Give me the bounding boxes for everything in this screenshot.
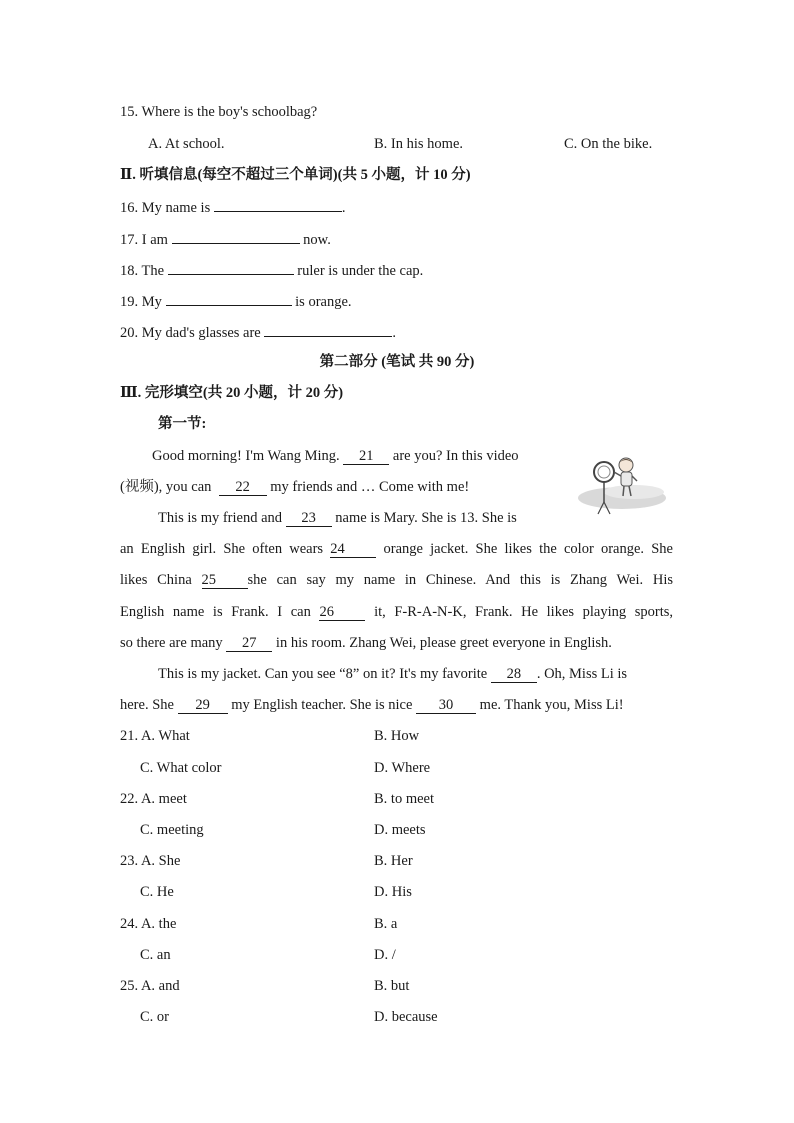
item-19-blank[interactable] [166, 290, 292, 306]
q15-option-c: C. On the bike. [564, 136, 653, 152]
choice-24-d[interactable]: D. / [374, 947, 396, 963]
part-2-title: 第二部分 (笔试 共 90 分) [319, 354, 475, 370]
choice-25-a[interactable]: 25. A. and [120, 978, 180, 994]
section-2-title: Ⅱ. 听填信息(每空不超过三个单词)(共 5 小题，计 10 分) [120, 167, 471, 183]
boy-body [621, 472, 632, 486]
section-3-title: Ⅲ. 完形填空(共 20 小题，计 20 分) [120, 385, 344, 401]
ring-light-inner [598, 466, 610, 478]
blank-27[interactable]: 27 [226, 635, 272, 652]
boy-leg-left [623, 486, 624, 496]
blank-23[interactable]: 23 [286, 510, 332, 527]
passage-text: name is Mary. She is 13. She is [335, 510, 517, 526]
passage-text: are you? In this video [392, 448, 519, 464]
choice-23-b[interactable]: B. Her [374, 853, 413, 869]
passage-text: an English girl. She often wears [120, 541, 324, 557]
passage-text: in his room. Zhang Wei, please greet everyone in English. [275, 635, 612, 651]
choice-22-b[interactable]: B. to meet [374, 791, 435, 807]
passage-text: my friends and … Come with me! [270, 479, 470, 495]
item-16 [120, 196, 345, 218]
passage-line-5 [120, 570, 673, 590]
item-18-blank[interactable] [168, 259, 294, 275]
passage-text: likes China [120, 572, 192, 588]
q15-option-a: A. At school. [148, 136, 225, 152]
item-19-after: is orange. [295, 294, 352, 310]
ground-wing-shape [604, 485, 664, 499]
item-20-text: 20. My dad's glasses are [120, 325, 261, 341]
item-19-text: 19. My [120, 294, 162, 310]
item-18-text: 18. The [120, 263, 165, 279]
choice-23-c[interactable]: C. He [140, 884, 174, 900]
choice-25-d[interactable]: D. because [374, 1009, 438, 1025]
item-18 [120, 259, 423, 281]
choice-23-d[interactable]: D. His [374, 884, 412, 900]
passage-text: . Oh, Miss Li is [536, 666, 628, 682]
item-16-after: . [341, 200, 346, 216]
blank-21[interactable]: 21 [343, 448, 389, 465]
passage-line-8 [158, 664, 627, 684]
item-17-after: now. [303, 232, 331, 248]
choice-25-c[interactable]: C. or [140, 1009, 169, 1025]
choice-24-c[interactable]: C. an [140, 947, 171, 963]
passage-text: here. She [120, 697, 174, 713]
item-16-text: 16. My name is [120, 200, 211, 216]
choice-23-a[interactable]: 23. A. She [120, 853, 181, 869]
blank-22[interactable]: 22 [219, 479, 267, 496]
item-19 [120, 290, 352, 312]
blank-24[interactable]: 24 [330, 541, 376, 558]
passage-line-1 [152, 446, 519, 466]
choice-21-c[interactable]: C. What color [140, 760, 222, 776]
boy-arm-right [632, 476, 637, 481]
boy-head [619, 458, 633, 472]
choice-24-b[interactable]: B. a [374, 916, 398, 932]
passage-text: it, F-R-A-N-K, Frank. He likes playing sports, [374, 604, 673, 620]
choice-22-a[interactable]: 22. A. meet [120, 791, 187, 807]
choice-22-c[interactable]: C. meeting [140, 822, 204, 838]
passage-text: (视频), you can [120, 479, 212, 495]
passage-text: English name is Frank. I can [120, 604, 311, 620]
subsection-1-title: 第一节: [158, 416, 207, 432]
blank-26[interactable]: 26 [319, 604, 365, 621]
passage-text: This is my jacket. Can you see “8” on it? It's my favorite [158, 666, 488, 682]
choice-24-a[interactable]: 24. A. the [120, 916, 177, 932]
boy-with-camera-illustration [574, 452, 666, 522]
blank-25[interactable]: 25 [202, 572, 248, 589]
passage-line-4 [120, 539, 673, 559]
item-20-blank[interactable] [264, 321, 392, 337]
passage-line-2 [120, 477, 469, 497]
choice-21-b[interactable]: B. How [374, 728, 420, 744]
choice-25-b[interactable]: B. but [374, 978, 410, 994]
item-17 [120, 228, 331, 250]
item-20 [120, 321, 396, 343]
blank-28[interactable]: 28 [491, 666, 537, 683]
boy-arm-left [614, 472, 621, 476]
blank-29[interactable]: 29 [178, 697, 228, 714]
item-17-text: 17. I am [120, 232, 168, 248]
choice-21-d[interactable]: D. Where [374, 760, 431, 776]
passage-text: she can say my name in Chinese. And this is Zhang Wei. His [247, 572, 674, 588]
item-16-blank[interactable] [214, 196, 342, 212]
item-20-after: . [392, 325, 396, 341]
item-18-after: ruler is under the cap. [297, 263, 424, 279]
passage-text: orange jacket. She likes the color orange. She [383, 541, 673, 557]
passage-text: Good morning! I'm Wang Ming. [152, 448, 340, 464]
passage-text: This is my friend and [158, 510, 283, 526]
choice-22-d[interactable]: D. meets [374, 822, 426, 838]
passage-text: me. Thank you, Miss Li! [479, 697, 624, 713]
passage-text: so there are many [120, 635, 223, 651]
question-15: 15. Where is the boy's schoolbag? [120, 104, 318, 120]
passage-line-7 [120, 633, 612, 653]
q15-option-b: B. In his home. [374, 136, 464, 152]
ring-light-icon [594, 462, 614, 482]
blank-30[interactable]: 30 [416, 697, 476, 714]
choice-21-a[interactable]: 21. A. What [120, 728, 190, 744]
passage-line-9 [120, 695, 624, 715]
item-17-blank[interactable] [172, 228, 300, 244]
passage-line-3 [158, 508, 517, 528]
passage-line-6 [120, 602, 673, 622]
passage-text: my English teacher. She is nice [231, 697, 413, 713]
